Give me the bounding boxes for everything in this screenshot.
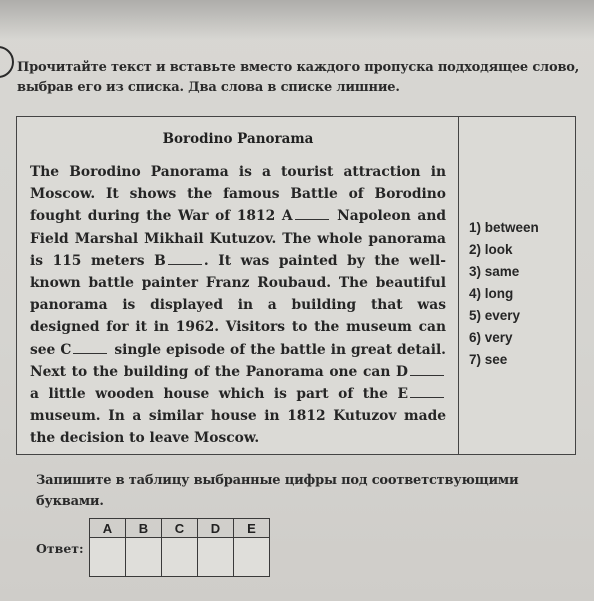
gap-b-blank[interactable]: [168, 254, 202, 265]
options-cell: [459, 117, 575, 454]
answer-cell-b[interactable]: [126, 538, 162, 577]
option-item: 6) very: [469, 330, 513, 345]
answer-header-row: [90, 519, 270, 538]
passage-part-3: . It was painted by the well-known battle painter Franz Roubaud. The beautiful panorama is displayed in a building that was designed for it in 1962. Visitors to the museum can see: [30, 252, 446, 358]
passage-part-5: a little wooden house which is part of the: [30, 386, 388, 403]
task-instruction: Прочитайте текст и вставьте вместо каждого пропуска подходящее слово, выбрав его из списка. Два слова в списке лишние.: [17, 60, 580, 95]
passage-text: [30, 161, 446, 450]
gap-e-blank[interactable]: [410, 387, 444, 398]
gap-a-label: A: [281, 208, 293, 225]
write-instruction: Запишите в таблицу выбранные цифры под соответствующими буквами.: [36, 473, 519, 509]
answer-cell-c[interactable]: [162, 538, 198, 577]
answer-cell-e[interactable]: [234, 538, 270, 577]
gap-e-label: E: [397, 386, 408, 403]
answer-label: Ответ:: [36, 541, 84, 556]
option-item: 3) same: [469, 264, 520, 279]
option-item: 4) long: [469, 286, 514, 301]
answer-letter-d: D: [198, 519, 234, 538]
passage-part-2: Napoleon and Field Marshal Mikhail Kutuzov. The whole panorama is 115 meters: [30, 208, 446, 269]
gap-d-label: D: [396, 363, 408, 380]
answer-cell-d[interactable]: [198, 538, 234, 577]
answer-letter-a: A: [90, 519, 126, 538]
gap-d-blank[interactable]: [410, 365, 444, 376]
passage-cell: [17, 117, 459, 454]
task-table: [16, 116, 576, 455]
passage-title: Borodino Panorama: [162, 131, 314, 147]
gap-b-label: B: [154, 252, 166, 269]
answer-letter-b: B: [126, 519, 162, 538]
passage-part-6: museum. In a similar house in 1812 Kutuzov made the decision to leave Moscow.: [30, 408, 446, 447]
option-item: 1) between: [469, 220, 539, 235]
answer-cell-a[interactable]: [90, 538, 126, 577]
option-item: 5) every: [469, 308, 521, 323]
passage-part-4: single episode of the battle in great detail. Next to the building of the Panorama one can: [30, 341, 446, 380]
answer-values-row: [90, 538, 270, 577]
passage-part-1: The Borodino Panorama is a tourist attraction in Moscow. It shows the famous Battle of Borodino fought during the War of 1812: [30, 164, 446, 225]
gap-c-blank[interactable]: [73, 343, 107, 354]
task-number-circle: [0, 46, 14, 78]
answer-letter-e: E: [234, 519, 270, 538]
gap-a-blank[interactable]: [295, 209, 329, 220]
answer-letter-c: C: [162, 519, 198, 538]
gap-c-label: C: [60, 341, 72, 358]
top-shadow: [0, 0, 594, 40]
option-item: 7) see: [469, 352, 508, 367]
answer-table: [89, 518, 270, 577]
option-item: 2) look: [469, 242, 513, 257]
